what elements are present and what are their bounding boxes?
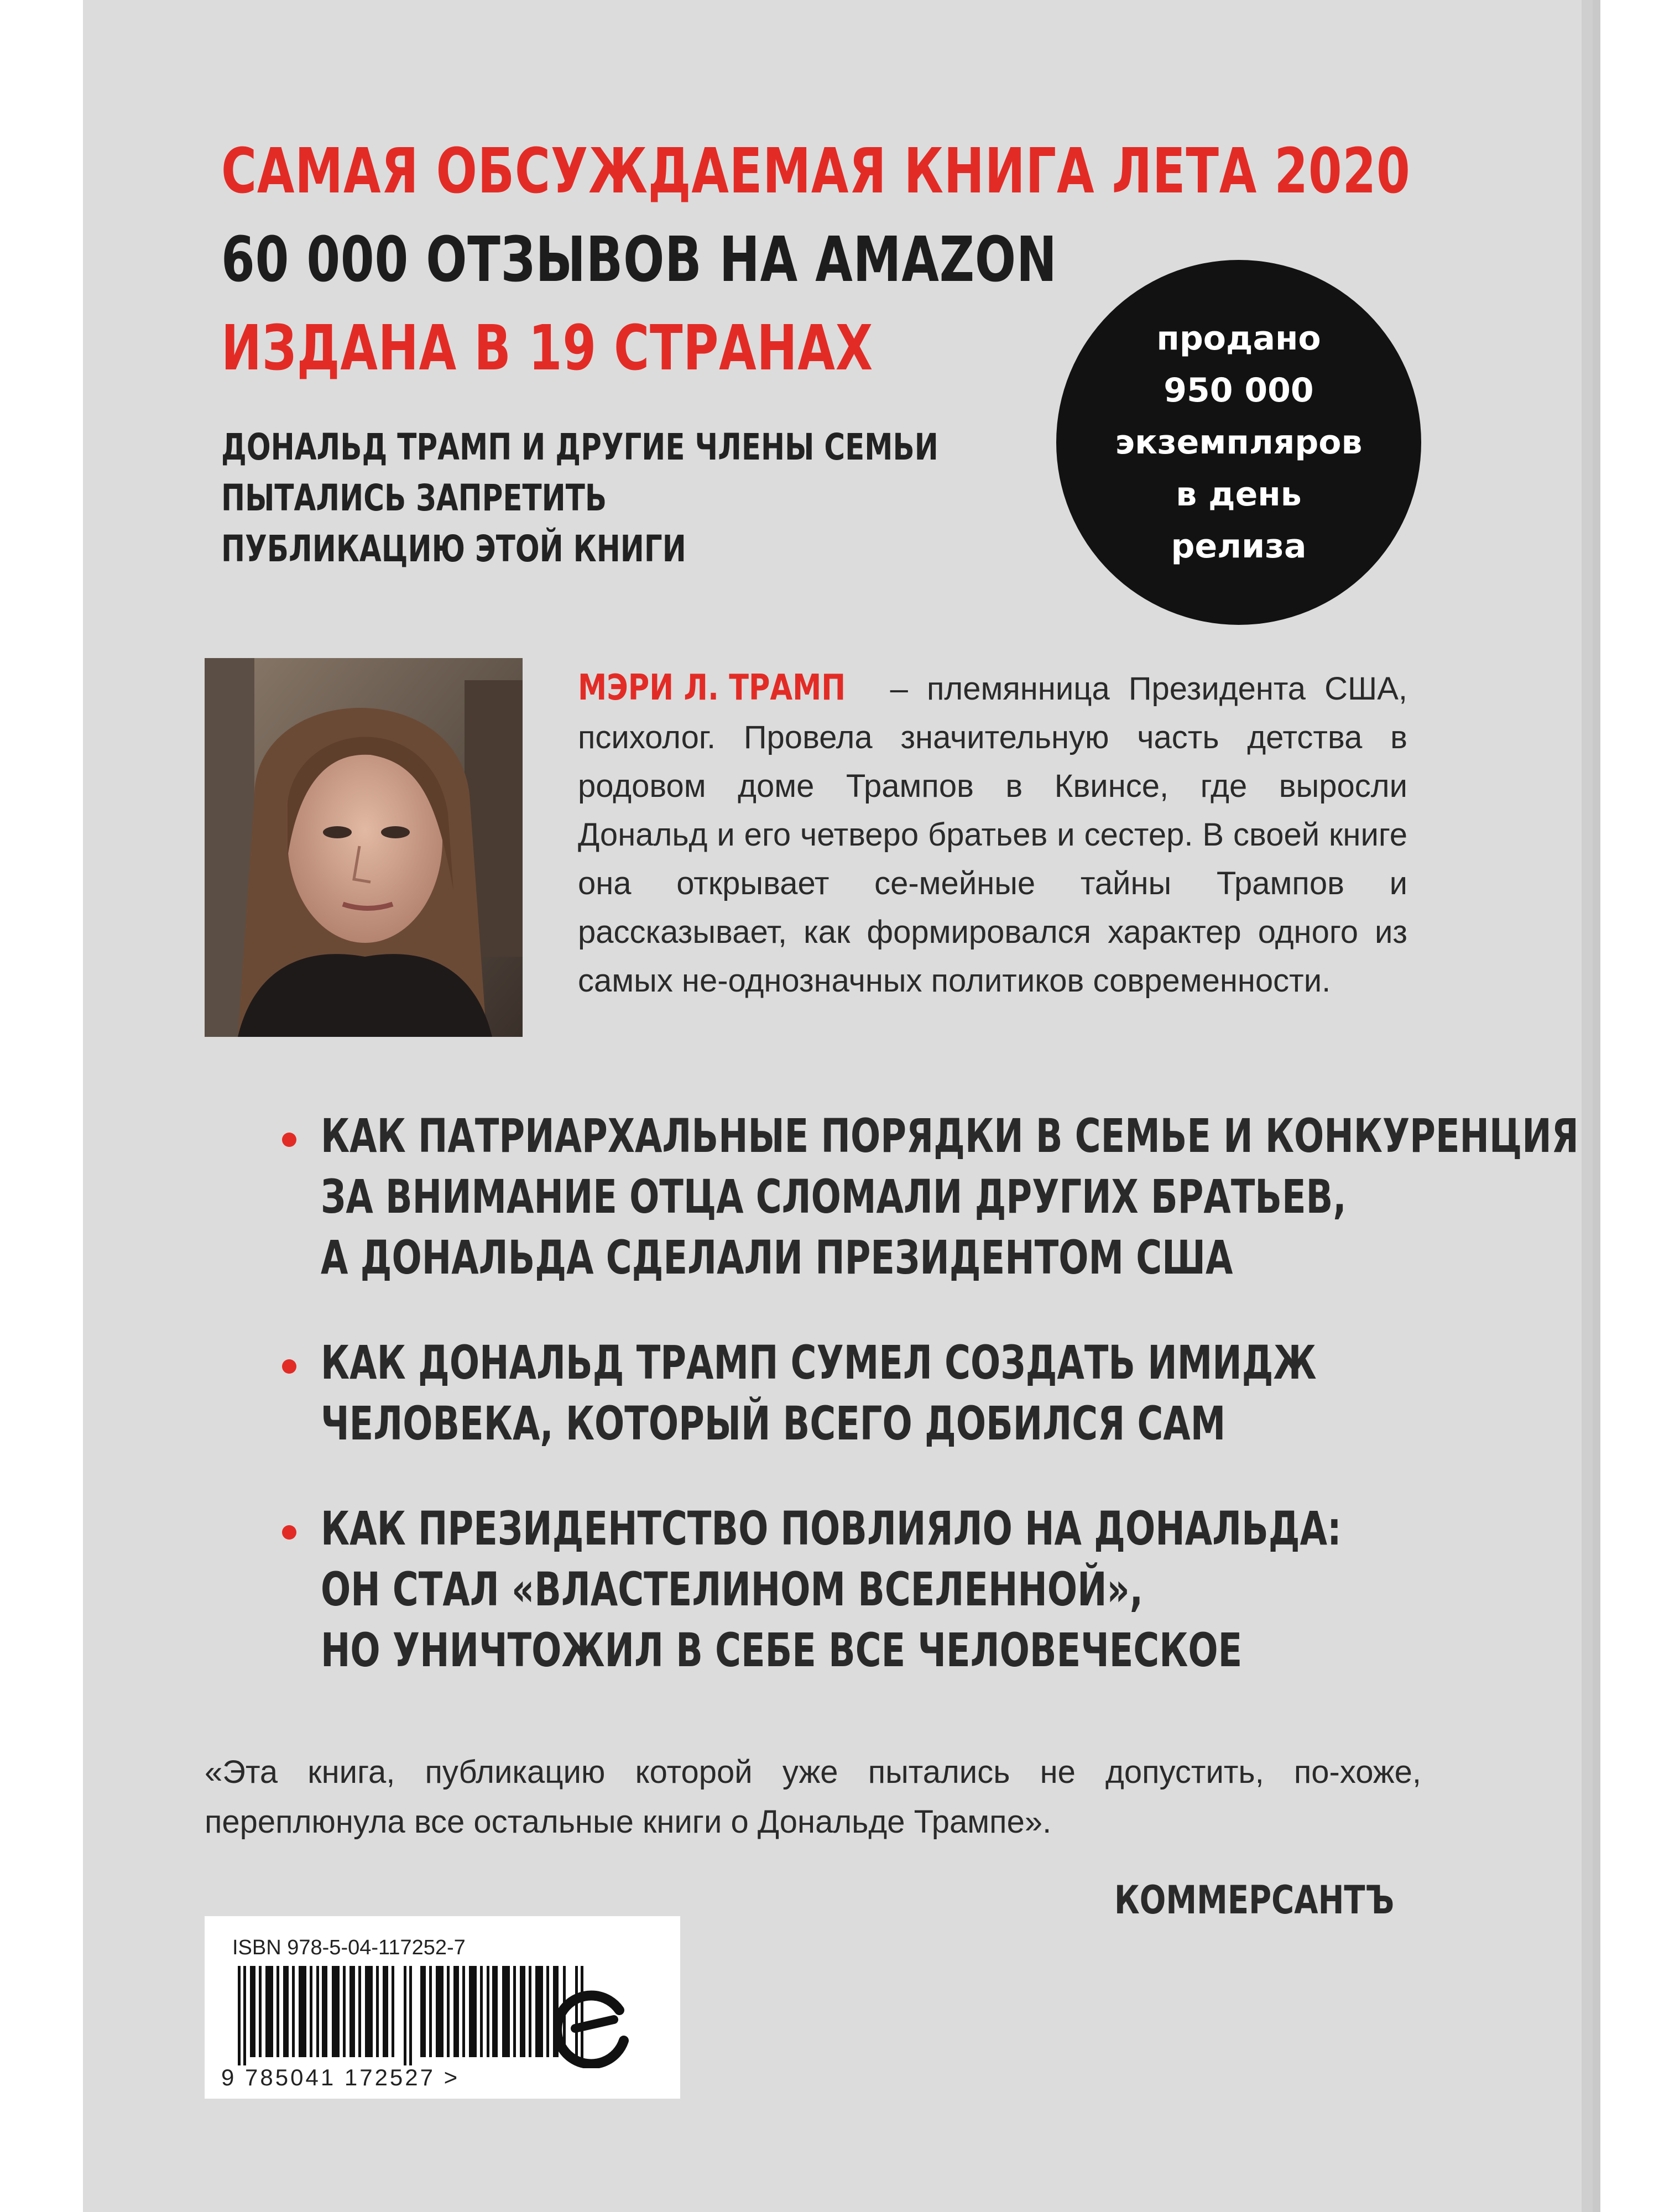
subhead-line-1: ДОНАЛЬД ТРАМП И ДРУГИЕ ЧЛЕНЫ СЕМЬИ: [221, 426, 938, 468]
headline-reviews: 60 000 ОТЗЫВОВ НА AMAZON: [221, 224, 1057, 296]
badge-line-1: продано: [1156, 319, 1321, 358]
author-bio-text: – племянница Президента США, психолог. Провела значительную часть детства в родовом доме Трампов в Квинсе, где выросли Дональд и его четверо братьев и сестер. В своей книге она открывает се-мейные тайны Трампов и рассказывает, как формировался характер одного из самых не-однозначных политиков современности.: [578, 671, 1407, 999]
headline-most-discussed: САМАЯ ОБСУЖДАЕМАЯ КНИГА ЛЕТА 2020: [221, 135, 1411, 207]
bullet-dot: [282, 1359, 296, 1374]
publisher-logo-icon: [553, 1985, 636, 2068]
bullet-dot: [282, 1133, 296, 1147]
badge-line-4: в день: [1176, 475, 1302, 514]
author-portrait-image: [205, 658, 523, 1037]
bullet-3-line-3: НО УНИЧТОЖИЛ В СЕБЕ ВСЕ ЧЕЛОВЕЧЕСКОЕ: [321, 1623, 1243, 1677]
headline-countries: ИЗДАНА В 19 СТРАНАХ: [221, 312, 873, 384]
author-bio: [578, 664, 1407, 1005]
badge-line-5: релиза: [1171, 527, 1307, 566]
isbn-label: ISBN 978-5-04-117252-7: [232, 1936, 466, 1959]
subhead-line-2: ПЫТАЛИСЬ ЗАПРЕТИТЬ: [221, 477, 607, 519]
bullet-3-line-2: ОН СТАЛ «ВЛАСТЕЛИНОМ ВСЕЛЕННОЙ»,: [321, 1562, 1144, 1616]
bullet-dot: [282, 1525, 296, 1540]
bullet-1-line-2: ЗА ВНИМАНИЕ ОТЦА СЛОМАЛИ ДРУГИХ БРАТЬЕВ,: [321, 1170, 1347, 1224]
bullet-2-line-1: КАК ДОНАЛЬД ТРАМП СУМЕЛ СОЗДАТЬ ИМИДЖ: [321, 1335, 1317, 1390]
author-photo: [205, 658, 523, 1037]
cover-edge: [1582, 0, 1593, 2212]
barcode-digits: 9 785041 172527 >: [221, 2064, 460, 2090]
barcode-bars: [238, 1966, 592, 2065]
bullet-1-line-1: КАК ПАТРИАРХАЛЬНЫЕ ПОРЯДКИ В СЕМЬЕ И КОНКУРЕНЦИЯ: [321, 1109, 1579, 1163]
badge-line-3: экземпляров: [1115, 423, 1363, 462]
cover-spine: [1593, 0, 1600, 2212]
quote-source: КОММЕРСАНТЪ: [1114, 1877, 1395, 1923]
author-name: МЭРИ Л. ТРАМП: [578, 667, 846, 708]
badge-line-2: 950 000: [1164, 371, 1314, 410]
bullet-1-line-3: А ДОНАЛЬДА СДЕЛАЛИ ПРЕЗИДЕНТОМ США: [321, 1230, 1233, 1285]
bullet-2-line-2: ЧЕЛОВЕКА, КОТОРЫЙ ВСЕГО ДОБИЛСЯ САМ: [321, 1396, 1226, 1451]
subhead-line-3: ПУБЛИКАЦИЮ ЭТОЙ КНИГИ: [221, 528, 686, 570]
bullet-3-line-1: КАК ПРЕЗИДЕНТСТВО ПОВЛИЯЛО НА ДОНАЛЬДА:: [321, 1501, 1342, 1556]
press-quote: «Эта книга, публикацию которой уже пытались не допустить, по-хоже, переплюнула все остальные книги о Дональде Трампе».: [205, 1754, 1421, 1840]
sales-badge: [1056, 260, 1421, 625]
